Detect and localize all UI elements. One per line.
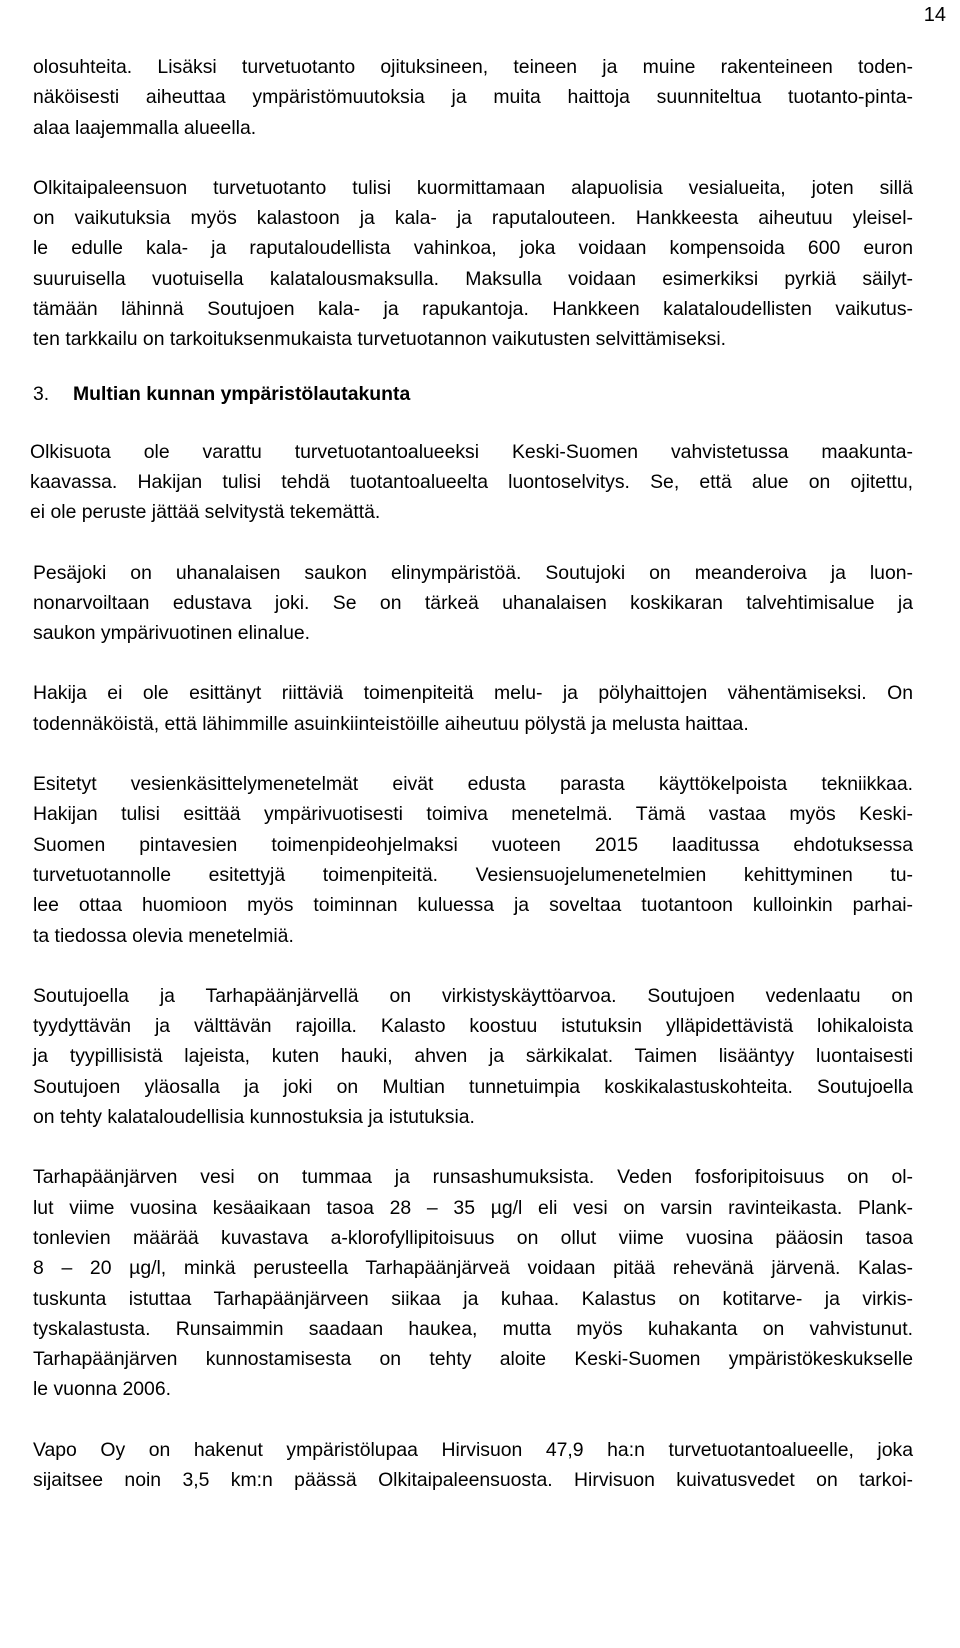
text-line: ei ole peruste jättää selvitystä tekemättä.: [30, 501, 381, 524]
paragraph-6: [33, 769, 913, 951]
paragraph-3: [30, 437, 913, 528]
text-line: Soutujoen yläosalla ja joki on Multian tunnetuimpia koskikalastuskohteita. Soutujoella: [33, 1075, 913, 1098]
paragraph-8: [33, 1162, 913, 1404]
text-line: alaa laajemmalla alueella.: [33, 116, 257, 139]
paragraph-1: [33, 52, 913, 143]
text-line: Vapo Oy on hakenut ympäristölupaa Hirvisuon 47,9 ha:n turvetuotantoalueelle, joka: [33, 1438, 913, 1461]
text-line: tyydyttävän ja välttävän rajoilla. Kalasto koostuu istutuksin ylläpidettävistä lohikaloista: [33, 1015, 913, 1038]
text-line: Hakija ei ole esittänyt riittäviä toimenpiteitä melu- ja pölyhaittojen vähentämiseksi. On: [33, 682, 913, 705]
text-line: Hakijan tulisi esittää ympärivuotisesti toimiva menetelmä. Tämä vastaa myös Keski-: [33, 803, 913, 826]
paragraph-2: [33, 173, 913, 355]
document-body: [30, 52, 913, 1525]
text-line: turvetuotannolle esitettyjä toimenpiteitä. Vesiensuojelumenetelmien kehittyminen tu-: [33, 863, 913, 886]
text-line: le edulle kala- ja raputaloudellista vahinkoa, joka voidaan kompensoida 600 euron: [33, 237, 913, 260]
text-line: Tarhapäänjärven vesi on tummaa ja runsashumuksista. Veden fosforipitoisuus on ol-: [33, 1166, 913, 1189]
text-line: Olkisuota ole varattu turvetuotantoalueeksi Keski-Suomen vahvistetussa maakunta-: [30, 440, 913, 463]
section-title: Multian kunnan ympäristölautakunta: [73, 382, 411, 405]
text-line: näköisesti aiheuttaa ympäristömuutoksia ja muita haittoja suunniteltua tuotanto-pinta-: [33, 86, 913, 109]
text-line: ten tarkkailu on tarkoituksenmukaista turvetuotannon vaikutusten selvittämiseksi.: [33, 328, 727, 351]
text-line: kaavassa. Hakijan tulisi tehdä tuotantoalueelta luontoselvitys. Se, että alue on ojitettu,: [30, 470, 913, 493]
text-line: Pesäjoki on uhanalaisen saukon elinympäristöä. Soutujoki on meanderoiva ja luon-: [33, 561, 913, 584]
text-line: ja tyypillisistä lajeista, kuten hauki, ahven ja särkikalat. Taimen lisääntyy luontaisesti: [33, 1045, 913, 1068]
section-heading: [33, 379, 913, 409]
text-line: Suomen pintavesien toimenpideohjelmaksi vuoteen 2015 laaditussa ehdotuksessa: [33, 833, 913, 856]
text-line: on vaikutuksia myös kalastoon ja kala- ja raputalouteen. Hankkeesta aiheutuu yleisel-: [33, 207, 913, 230]
text-line: tonlevien määrää kuvastava a-klorofyllipitoisuus on ollut viime vuosina pääosin tasoa: [33, 1226, 913, 1249]
text-line: Olkitaipaleensuon turvetuotanto tulisi kuormittamaan alapuolisia vesialueita, joten sillä: [33, 176, 913, 199]
text-line: Soutujoella ja Tarhapäänjärvellä on virkistyskäyttöarvoa. Soutujoen vedenlaatu on: [33, 984, 913, 1007]
text-line: on tehty kalataloudellisia kunnostuksia ja istutuksia.: [33, 1106, 475, 1129]
text-line: 8 – 20 µg/l, minkä perusteella Tarhapäänjärveä voidaan pitää rehevänä järvenä. Kalas-: [33, 1257, 913, 1280]
text-line: Esitetyt vesienkäsittelymenetelmät eivät edusta parasta käyttökelpoista tekniikkaa.: [33, 773, 913, 796]
text-line: nonarvoiltaan edustava joki. Se on tärkeä uhanalaisen koskikaran talvehtimisalue ja: [33, 591, 913, 614]
text-line: olosuhteita. Lisäksi turvetuotanto ojituksineen, teineen ja muine rakenteineen toden-: [33, 56, 913, 78]
paragraph-5: [33, 678, 913, 739]
text-line: le vuonna 2006.: [33, 1378, 172, 1401]
paragraph-7: [33, 981, 913, 1132]
text-line: lut viime vuosina kesäaikaan tasoa 28 – 35 µg/l eli vesi on varsin ravinteikasta. Plank-: [33, 1196, 913, 1219]
section-number: 3.: [33, 382, 50, 405]
text-line: saukon ympärivuotinen elinalue.: [33, 622, 311, 645]
page-number: 14: [923, 4, 946, 26]
paragraph-9: [33, 1435, 913, 1496]
text-line: ta tiedossa olevia menetelmiä.: [33, 924, 294, 947]
text-line: sijaitsee noin 3,5 km:n päässä Olkitaipaleensuosta. Hirvisuon kuivatusvedet on tarkoi-: [33, 1468, 913, 1491]
text-line: todennäköistä, että lähimmille asuinkiinteistöille aiheutuu pölystä ja melusta haittaa.: [33, 712, 749, 735]
text-line: Tarhapäänjärven kunnostamisesta on tehty aloite Keski-Suomen ympäristökeskukselle: [33, 1348, 913, 1371]
paragraph-4: [33, 558, 913, 649]
text-line: suuruisella vuotuisella kalatalousmaksulla. Maksulla voidaan esimerkiksi pyrkiä säilyt-: [33, 267, 913, 290]
text-line: tämään lähinnä Soutujoen kala- ja rapukantoja. Hankkeen kalataloudellisten vaikutus-: [33, 298, 913, 321]
text-line: tyskalastusta. Runsaimmin saadaan haukea, mutta myös kuhakanta on vahvistunut.: [33, 1317, 913, 1340]
text-line: lee ottaa huomioon myös toiminnan kuluessa ja soveltaa tuotantoon kulloinkin parhai-: [33, 894, 913, 917]
text-line: tuskunta istuttaa Tarhapäänjärveen siikaa ja kuhaa. Kalastus on kotitarve- ja virkis-: [33, 1287, 913, 1310]
